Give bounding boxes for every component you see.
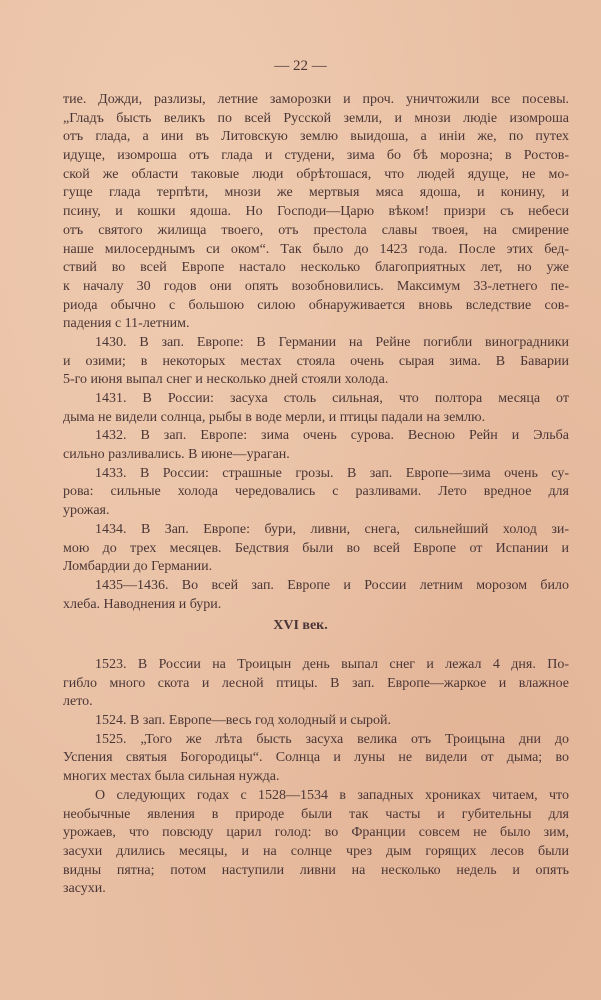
text-line: к началу 30 годов они опять возобновились. Максимум 33-летнего пе-	[63, 278, 569, 294]
section-heading: XVI век.	[273, 618, 328, 633]
text-line: отъ святого жилища твоего, отъ престола славы твоея, на смирение	[63, 222, 569, 238]
text-line: гуще глада терпѣти, мнози же мертвыя мяса ядоша, и конину, и	[63, 185, 569, 201]
text-line: хлеба. Наводнения и бури.	[63, 596, 222, 612]
text-line: 5-го июня выпал снег и несколько дней стояли холода.	[63, 372, 389, 388]
text-line: наше милосерднымъ си оком“. Так было до 1423 года. После этих бед-	[63, 241, 569, 257]
text-line: 1434. В Зап. Европе: бури, ливни, снега, сильнейший холод зи-	[95, 521, 569, 537]
text-line: ской же области таковые люди обрѣтошася, что людей ядуще, не мо-	[63, 166, 569, 182]
text-line: видны пятна; потом наступили ливни на несколько недель и опять	[63, 862, 569, 878]
text-line: риода обычно с большою силою обнаруживается вновь вследствие сов-	[63, 297, 569, 313]
text-line: Успения святыя Богородицы“. Солнца и луны не видели от дыма; во	[63, 750, 569, 766]
text-line: идуще, изомроша отъ глада и студени, зима бо бѣ морозна; в Ростов-	[63, 148, 569, 164]
text-line: 1432. В зап. Европе: зима очень сурова. Весною Рейн и Эльба	[95, 428, 569, 444]
text-line: падения с 11-летним.	[63, 316, 190, 332]
text-line: многих местах была сильная нужда.	[63, 769, 280, 785]
text-line: урожаев, что повсюду царил голод: во Франции совсем не было зим,	[63, 825, 569, 841]
text-line: засухи.	[63, 881, 106, 897]
text-line: 1431. В России: засуха столь сильная, что полтора месяца от	[95, 391, 569, 406]
text-line: 1433. В России: страшные грозы. В зап. Европе—зима очень су-	[95, 465, 569, 481]
text-line: О следующих годах с 1528—1534 в западных хрониках читаем, что	[95, 787, 569, 803]
page-number: — 22 —	[274, 58, 327, 74]
text-line: псину, и кошки ядоша. Но Господи—Царю вѣком! призри съ небеси	[63, 204, 569, 220]
text-line: засухи длились месяцы, и на солнце чрез дым горящих лесов были	[63, 843, 569, 859]
text-line: 1430. В зап. Европе: В Германии на Рейне погибли виноградники	[95, 334, 569, 350]
text-block-16th-century	[63, 656, 569, 899]
text-line: ствий во всей Европе настало несколько благоприятных лет, но уже	[63, 260, 569, 276]
text-line: рова: сильные холода чередовались с разливами. Лето вредное для	[63, 484, 569, 500]
text-line: урожая.	[63, 503, 110, 519]
text-line: „Гладъ бысть великъ по всей Русской земли, и мнози людіе изомроша	[63, 110, 569, 126]
text-line: лето.	[63, 694, 93, 710]
text-line: Ломбардии до Германии.	[63, 559, 213, 575]
text-line: мою до трех месяцев. Бедствия были во всей Европе от Испании и	[63, 540, 569, 556]
text-line: 1525. „Того же лѣта бысть засуха велика отъ Троицына дни до	[95, 731, 569, 747]
text-line: тие. Дожди, разлизы, летние заморозки и проч. уничтожили все посевы.	[63, 92, 569, 107]
text-line: отъ глада, а ини въ Литовскую землю выидоша, а иніи же, по путех	[63, 129, 569, 145]
text-line: сильно разливались. В июне—ураган.	[63, 447, 290, 463]
text-line: 1524. В зап. Европе—весь год холодный и сырой.	[95, 713, 392, 729]
text-block-15th-century	[63, 91, 569, 614]
text-line: гибло много скота и лесной птицы. В зап. Европе—жаркое и влажное	[63, 675, 569, 691]
text-line: 1435—1436. Во всей зап. Европе и России летним морозом било	[95, 577, 569, 593]
text-line: 1523. В России на Троицын день выпал снег и лежал 4 дня. По-	[95, 657, 569, 672]
text-line: необычные явления в природе были так часты и губительны для	[63, 806, 569, 822]
text-line: и озими; в некоторых местах стояла очень сырая зима. В Баварии	[63, 353, 569, 369]
text-line: дыма не видели солнца, рыбы в воде мерли, и птицы падали на землю.	[63, 409, 486, 425]
